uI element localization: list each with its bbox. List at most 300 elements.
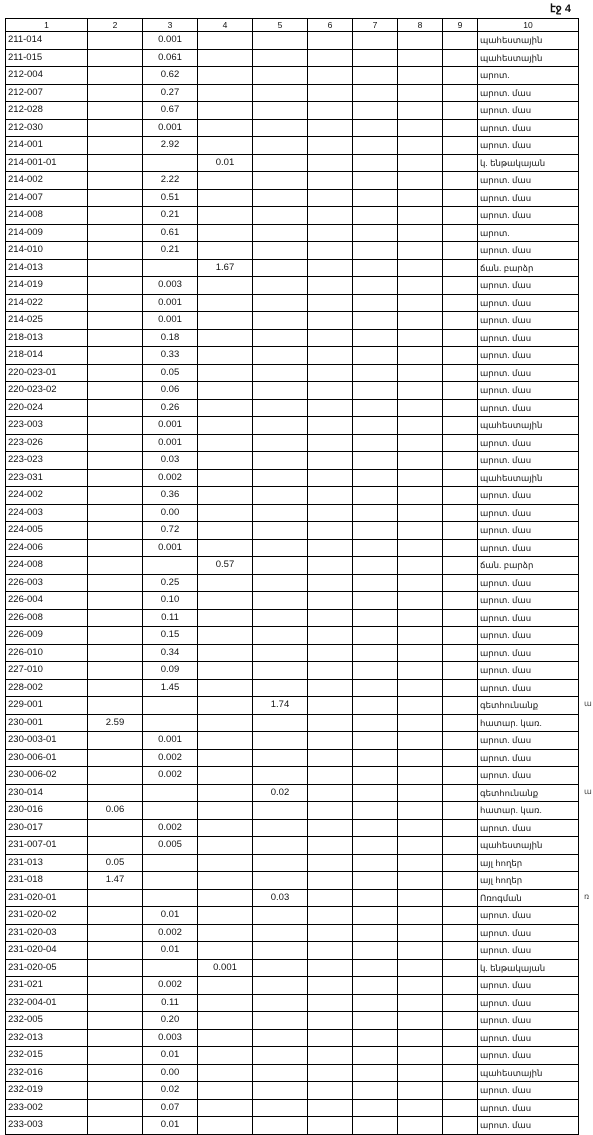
cell-col-2 <box>88 504 143 522</box>
cell-col-1: 232-005 <box>6 1012 88 1030</box>
cell-col-5 <box>253 574 308 592</box>
cell-col-7 <box>353 399 398 417</box>
cell-col-1: 212-030 <box>6 119 88 137</box>
cell-col-1: 231-007-01 <box>6 837 88 855</box>
cell-col-9 <box>443 697 478 715</box>
cell-col-5 <box>253 154 308 172</box>
table-row <box>6 207 579 225</box>
cell-col-9 <box>443 749 478 767</box>
cell-col-7 <box>353 119 398 137</box>
cell-col-6 <box>308 1047 353 1065</box>
cell-col-1: 223-003 <box>6 417 88 435</box>
cell-col-8 <box>398 1029 443 1047</box>
cell-col-2: 0.05 <box>88 854 143 872</box>
cell-col-6 <box>308 819 353 837</box>
cell-col-6 <box>308 767 353 785</box>
cell-col-10: արոտ. մաս <box>478 644 579 662</box>
cell-col-8 <box>398 84 443 102</box>
cell-col-9 <box>443 644 478 662</box>
cell-col-4 <box>198 312 253 330</box>
cell-col-7 <box>353 557 398 575</box>
cell-col-9 <box>443 819 478 837</box>
cell-col-6 <box>308 1064 353 1082</box>
cell-col-1: 223-031 <box>6 469 88 487</box>
table-row <box>6 1064 579 1082</box>
cell-col-2 <box>88 1117 143 1135</box>
cell-col-5 <box>253 67 308 85</box>
cell-col-4 <box>198 942 253 960</box>
cell-col-6 <box>308 627 353 645</box>
cell-col-7 <box>353 417 398 435</box>
cell-col-7 <box>353 434 398 452</box>
cell-col-4 <box>198 364 253 382</box>
cell-col-1: 233-002 <box>6 1099 88 1117</box>
cell-col-2: 2.59 <box>88 714 143 732</box>
cell-col-10: արոտ. մաս <box>478 1117 579 1135</box>
cell-col-6 <box>308 1082 353 1100</box>
cell-col-7 <box>353 487 398 505</box>
cell-col-9 <box>443 277 478 295</box>
cell-col-10: արոտ. մաս <box>478 1082 579 1100</box>
cell-col-10: արոտ. մաս <box>478 189 579 207</box>
cell-col-8 <box>398 102 443 120</box>
cell-col-5 <box>253 522 308 540</box>
cell-col-8 <box>398 977 443 995</box>
cell-col-9 <box>443 872 478 890</box>
cell-col-10: արոտ. մաս <box>478 539 579 557</box>
cell-col-9 <box>443 959 478 977</box>
cell-col-4 <box>198 1064 253 1082</box>
cell-col-2 <box>88 154 143 172</box>
cell-col-9 <box>443 1047 478 1065</box>
cell-col-7 <box>353 854 398 872</box>
cell-col-10: արոտ. մաս <box>478 102 579 120</box>
cell-col-10: արոտ. մաս <box>478 364 579 382</box>
cell-col-5 <box>253 539 308 557</box>
cell-col-3: 0.002 <box>143 749 198 767</box>
cell-col-10: գետհունանք <box>478 697 579 715</box>
cell-col-2 <box>88 1029 143 1047</box>
cell-col-7 <box>353 84 398 102</box>
cell-col-10: արոտ. մաս <box>478 942 579 960</box>
cell-col-1: 228-002 <box>6 679 88 697</box>
table-row <box>6 277 579 295</box>
table-body <box>6 32 579 1135</box>
cell-col-2 <box>88 574 143 592</box>
cell-col-4 <box>198 119 253 137</box>
cell-col-3: 1.45 <box>143 679 198 697</box>
cell-col-7 <box>353 504 398 522</box>
table-row <box>6 399 579 417</box>
cell-col-9 <box>443 522 478 540</box>
cell-col-10: հատար. կառ. <box>478 714 579 732</box>
cell-col-6 <box>308 154 353 172</box>
cell-col-6 <box>308 539 353 557</box>
cell-col-9 <box>443 1117 478 1135</box>
cell-col-3: 0.001 <box>143 294 198 312</box>
cell-col-10: արոտ. մաս <box>478 679 579 697</box>
cell-col-5 <box>253 329 308 347</box>
cell-col-2 <box>88 242 143 260</box>
cell-col-9 <box>443 1082 478 1100</box>
cell-col-7 <box>353 714 398 732</box>
table-row <box>6 1012 579 1030</box>
cell-col-3: 0.20 <box>143 1012 198 1030</box>
cell-col-4 <box>198 574 253 592</box>
table-row <box>6 714 579 732</box>
cell-col-1: 214-025 <box>6 312 88 330</box>
cell-col-7 <box>353 469 398 487</box>
margin-note: ա <box>584 699 592 708</box>
cell-col-10: արոտ. մաս <box>478 347 579 365</box>
cell-col-8 <box>398 189 443 207</box>
cell-col-3: 0.11 <box>143 994 198 1012</box>
cell-col-1: 214-001 <box>6 137 88 155</box>
cell-col-6 <box>308 452 353 470</box>
cell-col-6 <box>308 662 353 680</box>
cell-col-10: պահեստային <box>478 1064 579 1082</box>
table-row <box>6 924 579 942</box>
cell-col-6 <box>308 592 353 610</box>
cell-col-10: հատար. կառ. <box>478 802 579 820</box>
cell-col-2 <box>88 557 143 575</box>
cell-col-9 <box>443 294 478 312</box>
cell-col-1: 212-004 <box>6 67 88 85</box>
cell-col-2 <box>88 679 143 697</box>
cell-col-3: 0.003 <box>143 277 198 295</box>
cell-col-4 <box>198 907 253 925</box>
cell-col-8 <box>398 1047 443 1065</box>
cell-col-5 <box>253 487 308 505</box>
cell-col-2: 0.06 <box>88 802 143 820</box>
cell-col-2 <box>88 592 143 610</box>
cell-col-4 <box>198 49 253 67</box>
cell-col-8 <box>398 714 443 732</box>
cell-col-10: արոտ. մաս <box>478 487 579 505</box>
cell-col-10: արոտ. մաս <box>478 434 579 452</box>
cell-col-5 <box>253 679 308 697</box>
cell-col-2 <box>88 1064 143 1082</box>
cell-col-3: 0.01 <box>143 1047 198 1065</box>
cell-col-8 <box>398 959 443 977</box>
cell-col-6 <box>308 119 353 137</box>
cell-col-2 <box>88 784 143 802</box>
cell-col-3: 0.001 <box>143 417 198 435</box>
cell-col-10: Ոռոգման <box>478 889 579 907</box>
cell-col-4 <box>198 1012 253 1030</box>
cell-col-3: 0.061 <box>143 49 198 67</box>
cell-col-8 <box>398 627 443 645</box>
cell-col-8 <box>398 784 443 802</box>
cell-col-3 <box>143 259 198 277</box>
cell-col-2 <box>88 434 143 452</box>
cell-col-8 <box>398 609 443 627</box>
cell-col-3: 0.21 <box>143 242 198 260</box>
cell-col-8 <box>398 452 443 470</box>
cell-col-10: արոտ. մաս <box>478 924 579 942</box>
cell-col-1: 231-020-02 <box>6 907 88 925</box>
cell-col-7 <box>353 819 398 837</box>
cell-col-8 <box>398 749 443 767</box>
cell-col-3: 0.01 <box>143 1117 198 1135</box>
margin-note: ա <box>584 786 592 796</box>
cell-col-1: 223-026 <box>6 434 88 452</box>
cell-col-3 <box>143 784 198 802</box>
cell-col-9 <box>443 102 478 120</box>
cell-col-6 <box>308 907 353 925</box>
cell-col-3: 0.001 <box>143 312 198 330</box>
cell-col-9 <box>443 504 478 522</box>
cell-col-4 <box>198 697 253 715</box>
table-row <box>6 679 579 697</box>
cell-col-9 <box>443 399 478 417</box>
cell-col-10: արոտ. մաս <box>478 1099 579 1117</box>
cell-col-1: 230-016 <box>6 802 88 820</box>
table-row <box>6 242 579 260</box>
cell-col-3: 0.001 <box>143 119 198 137</box>
cell-col-1: 230-014 <box>6 784 88 802</box>
cell-col-3 <box>143 854 198 872</box>
cell-col-10: արոտ. մաս <box>478 749 579 767</box>
table-row <box>6 557 579 575</box>
cell-col-3 <box>143 714 198 732</box>
cell-col-3: 0.02 <box>143 1082 198 1100</box>
cell-col-2 <box>88 277 143 295</box>
cell-col-6 <box>308 714 353 732</box>
table-row <box>6 1117 579 1135</box>
cell-col-5: 1.74 <box>253 697 308 715</box>
cell-col-5 <box>253 452 308 470</box>
cell-col-8 <box>398 1099 443 1117</box>
table-row <box>6 784 579 802</box>
cell-col-3: 0.27 <box>143 84 198 102</box>
cell-col-7 <box>353 767 398 785</box>
cell-col-8 <box>398 644 443 662</box>
cell-col-5 <box>253 557 308 575</box>
cell-col-1: 230-003-01 <box>6 732 88 750</box>
cell-col-5 <box>253 347 308 365</box>
table-row <box>6 609 579 627</box>
cell-col-9 <box>443 452 478 470</box>
cell-col-5 <box>253 627 308 645</box>
cell-col-4 <box>198 67 253 85</box>
cell-col-1: 230-006-01 <box>6 749 88 767</box>
cell-col-5: 0.02 <box>253 784 308 802</box>
cell-col-8 <box>398 679 443 697</box>
cell-col-2 <box>88 382 143 400</box>
cell-col-4 <box>198 837 253 855</box>
cell-col-4 <box>198 889 253 907</box>
cell-col-10: արոտ. մաս <box>478 137 579 155</box>
cell-col-8 <box>398 767 443 785</box>
cell-col-2 <box>88 119 143 137</box>
cell-col-10: կ. ենթակայան <box>478 154 579 172</box>
cell-col-2 <box>88 907 143 925</box>
cell-col-8 <box>398 924 443 942</box>
cell-col-4 <box>198 1099 253 1117</box>
cell-col-4 <box>198 1047 253 1065</box>
cell-col-7 <box>353 1099 398 1117</box>
cell-col-7 <box>353 889 398 907</box>
cell-col-6 <box>308 434 353 452</box>
cell-col-2 <box>88 837 143 855</box>
cell-col-10: արոտ. մաս <box>478 522 579 540</box>
cell-col-4 <box>198 539 253 557</box>
table-row <box>6 294 579 312</box>
table-row <box>6 889 579 907</box>
cell-col-1: 212-028 <box>6 102 88 120</box>
cell-col-8 <box>398 469 443 487</box>
cell-col-1: 227-010 <box>6 662 88 680</box>
cell-col-4 <box>198 732 253 750</box>
table-row <box>6 1082 579 1100</box>
cell-col-2 <box>88 469 143 487</box>
cell-col-5 <box>253 1117 308 1135</box>
cell-col-1: 230-001 <box>6 714 88 732</box>
cell-col-2 <box>88 1012 143 1030</box>
cell-col-4 <box>198 609 253 627</box>
cell-col-10: ճան. բարձր <box>478 557 579 575</box>
cell-col-9 <box>443 67 478 85</box>
cell-col-3: 0.001 <box>143 32 198 50</box>
cell-col-4 <box>198 679 253 697</box>
column-header-3: 3 <box>143 19 198 32</box>
cell-col-5 <box>253 32 308 50</box>
cell-col-9 <box>443 784 478 802</box>
cell-col-8 <box>398 732 443 750</box>
cell-col-2 <box>88 767 143 785</box>
cell-col-9 <box>443 382 478 400</box>
cell-col-3: 0.15 <box>143 627 198 645</box>
cell-col-6 <box>308 32 353 50</box>
cell-col-4 <box>198 434 253 452</box>
cell-col-3: 0.33 <box>143 347 198 365</box>
cell-col-5 <box>253 172 308 190</box>
cell-col-7 <box>353 102 398 120</box>
cell-col-6 <box>308 294 353 312</box>
table-row <box>6 312 579 330</box>
cell-col-8 <box>398 417 443 435</box>
cell-col-2 <box>88 49 143 67</box>
cell-col-5 <box>253 417 308 435</box>
cell-col-9 <box>443 714 478 732</box>
cell-col-5 <box>253 749 308 767</box>
cell-col-7 <box>353 137 398 155</box>
cell-col-7 <box>353 574 398 592</box>
cell-col-1: 231-020-04 <box>6 942 88 960</box>
cell-col-8 <box>398 259 443 277</box>
cell-col-2 <box>88 959 143 977</box>
cell-col-2 <box>88 1047 143 1065</box>
cell-col-1: 220-023-02 <box>6 382 88 400</box>
cell-col-9 <box>443 679 478 697</box>
cell-col-8 <box>398 557 443 575</box>
cell-col-7 <box>353 1012 398 1030</box>
cell-col-8 <box>398 224 443 242</box>
cell-col-5: 0.03 <box>253 889 308 907</box>
cell-col-3: 2.22 <box>143 172 198 190</box>
cell-col-3: 0.07 <box>143 1099 198 1117</box>
cell-col-1: 211-014 <box>6 32 88 50</box>
cell-col-9 <box>443 609 478 627</box>
cell-col-10: ճան. բարձր <box>478 259 579 277</box>
cell-col-5 <box>253 609 308 627</box>
cell-col-4 <box>198 714 253 732</box>
cell-col-10: արոտ. մաս <box>478 382 579 400</box>
table-row <box>6 417 579 435</box>
cell-col-9 <box>443 802 478 820</box>
cell-col-8 <box>398 802 443 820</box>
cell-col-7 <box>353 977 398 995</box>
cell-col-6 <box>308 399 353 417</box>
table-row <box>6 627 579 645</box>
table-row <box>6 329 579 347</box>
cell-col-6 <box>308 574 353 592</box>
cell-col-9 <box>443 364 478 382</box>
cell-col-7 <box>353 732 398 750</box>
table-row <box>6 977 579 995</box>
cell-col-3: 0.01 <box>143 942 198 960</box>
table-row <box>6 224 579 242</box>
cell-col-5 <box>253 277 308 295</box>
column-header-7: 7 <box>353 19 398 32</box>
cell-col-10: արոտ. մաս <box>478 907 579 925</box>
cell-col-2 <box>88 189 143 207</box>
cell-col-8 <box>398 49 443 67</box>
cell-col-5 <box>253 207 308 225</box>
cell-col-8 <box>398 329 443 347</box>
cell-col-9 <box>443 469 478 487</box>
cell-col-10: արոտ. մաս <box>478 207 579 225</box>
cell-col-1: 230-017 <box>6 819 88 837</box>
cell-col-1: 232-015 <box>6 1047 88 1065</box>
cell-col-4 <box>198 994 253 1012</box>
cell-col-4 <box>198 224 253 242</box>
cell-col-6 <box>308 469 353 487</box>
cell-col-8 <box>398 539 443 557</box>
cell-col-5 <box>253 662 308 680</box>
cell-col-8 <box>398 434 443 452</box>
cell-col-5 <box>253 819 308 837</box>
cell-col-1: 226-009 <box>6 627 88 645</box>
cell-col-1: 231-020-03 <box>6 924 88 942</box>
margin-note: ռ <box>584 891 590 901</box>
table-row <box>6 1029 579 1047</box>
cell-col-3: 0.72 <box>143 522 198 540</box>
cell-col-9 <box>443 1029 478 1047</box>
cell-col-5 <box>253 1064 308 1082</box>
cell-col-6 <box>308 67 353 85</box>
table-header-row <box>6 19 579 32</box>
cell-col-6 <box>308 504 353 522</box>
table-row <box>6 522 579 540</box>
cell-col-3: 0.00 <box>143 1064 198 1082</box>
cell-col-2 <box>88 399 143 417</box>
cell-col-6 <box>308 347 353 365</box>
table-row <box>6 697 579 715</box>
cell-col-9 <box>443 312 478 330</box>
cell-col-10: արոտ. մաս <box>478 1047 579 1065</box>
cell-col-1: 214-007 <box>6 189 88 207</box>
cell-col-9 <box>443 417 478 435</box>
cell-col-5 <box>253 259 308 277</box>
cell-col-10: պահեստային <box>478 837 579 855</box>
table-row <box>6 189 579 207</box>
cell-col-7 <box>353 312 398 330</box>
cell-col-3: 0.11 <box>143 609 198 627</box>
cell-col-10: արոտ. մաս <box>478 294 579 312</box>
table-row <box>6 837 579 855</box>
